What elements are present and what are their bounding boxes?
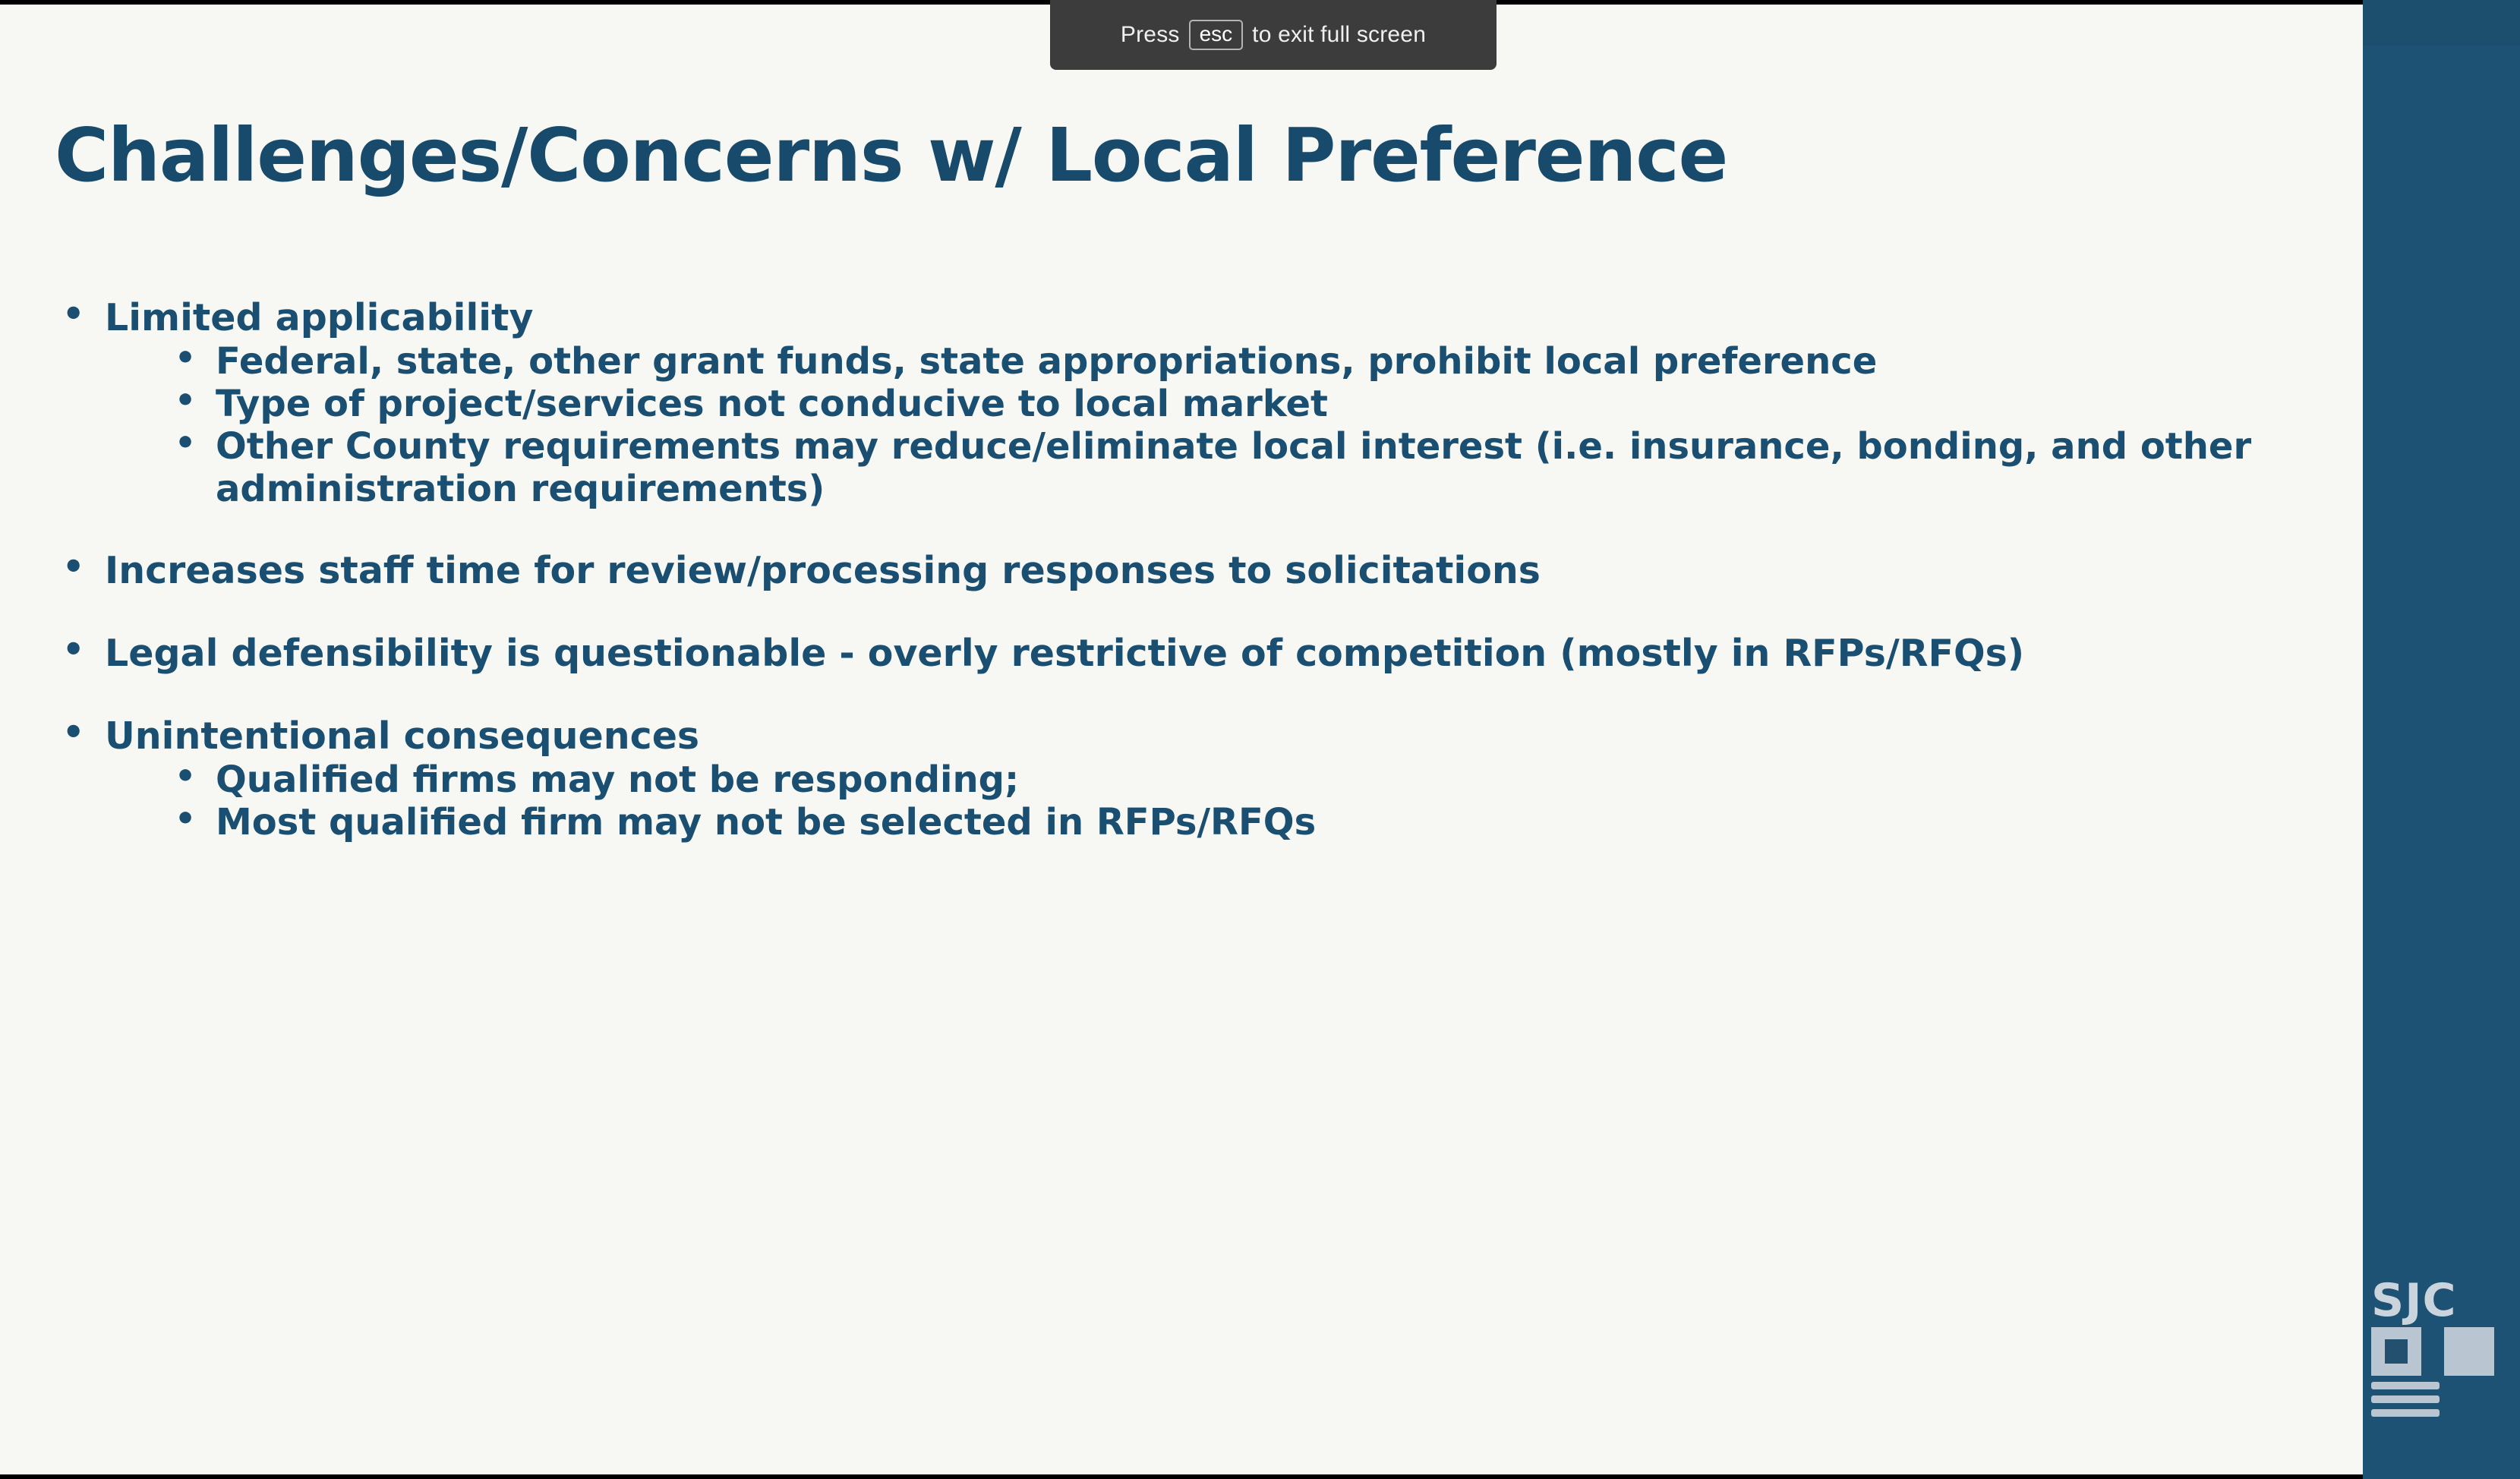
spacer: [46, 676, 2346, 715]
slide-body: [46, 297, 2346, 844]
toast-suffix-text: to exit full screen: [1252, 22, 1427, 47]
list-item: • Type of project/services not conducive to local market: [155, 383, 2346, 425]
list-item: [46, 297, 2346, 510]
list-item: [46, 632, 2346, 676]
bullet-text: • Legal defensibility is questionable - overly restrictive of competition (mostly in RFPs/RFQs): [105, 632, 2025, 676]
slide-canvas: [0, 5, 2363, 1474]
logo-text: SJC: [2371, 1274, 2457, 1327]
exit-fullscreen-toast: [1050, 0, 1497, 70]
logo-wave-icon: [2371, 1382, 2440, 1389]
bullet-text: • Limited applicability: [105, 296, 534, 339]
logo-mark-inner-icon: [2385, 1339, 2408, 1364]
toast-prefix-text: Press: [1120, 22, 1180, 47]
list-item: • Other County requirements may reduce/eliminate local interest (i.e. insurance, bonding, and other administration requirements): [155, 425, 2346, 510]
esc-key-badge: esc: [1189, 20, 1244, 50]
logo-mark-secondary-icon: [2444, 1327, 2494, 1376]
slide-title: Challenges/Concerns w/ Local Preference: [55, 112, 1728, 198]
bullet-text: • Increases staff time for review/processing responses to solicitations: [105, 549, 1541, 593]
bullet-list-level2: [105, 340, 2346, 511]
logo-wave-icon: [2371, 1409, 2440, 1417]
list-item: [46, 715, 2346, 844]
list-item: [46, 550, 2346, 593]
list-item: • Federal, state, other grant funds, state appropriations, prohibit local preference: [155, 340, 2346, 383]
logo-wave-icon: [2371, 1395, 2440, 1403]
bullet-list-level1: [46, 297, 2346, 844]
organization-logo: [2361, 1274, 2520, 1426]
bullet-list-level2: [105, 758, 2346, 844]
list-item: • Qualified firms may not be responding;: [155, 758, 2346, 801]
spacer: [46, 593, 2346, 632]
list-item: • Most qualified firm may not be selected in RFPs/RFQs: [155, 801, 2346, 844]
slide-side-band-inner: [2363, 46, 2520, 1479]
bullet-text: • Unintentional consequences: [105, 714, 700, 758]
spacer: [46, 510, 2346, 550]
